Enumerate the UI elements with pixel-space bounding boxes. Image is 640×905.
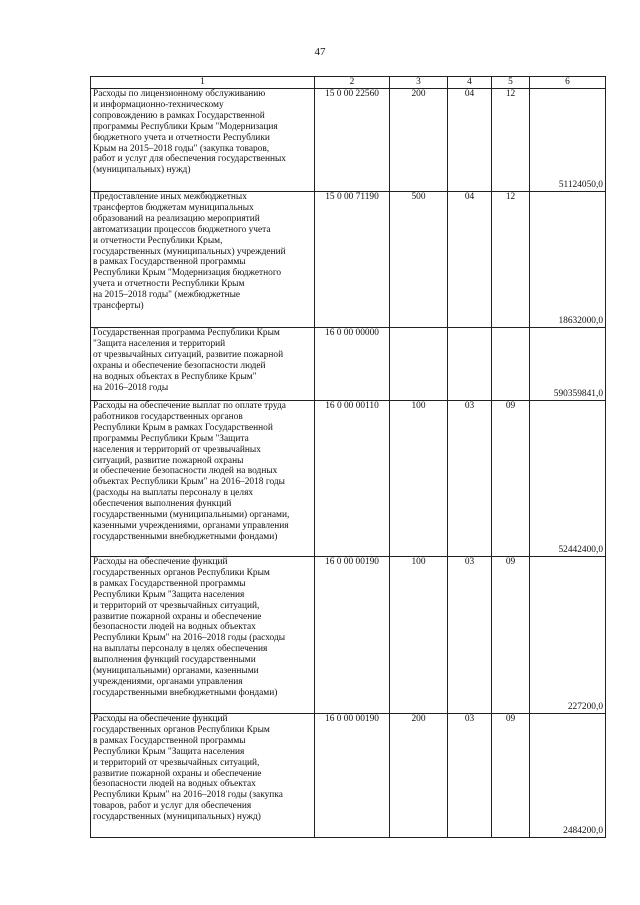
row-name-cell: Расходы по лицензионному обслуживанию и информационно-техническому сопровождению в рамках Государственной программы Республики Крым "Модернизация бюджетного учета и отчетности Республики Крым на 2015–2018 годы" (закупка товаров, работ и услуг для обеспечения государственных (муниципальных) нужд) xyxy=(91,89,315,192)
row-subsection-cell: 12 xyxy=(492,89,530,192)
row-subsection-cell xyxy=(492,328,530,401)
row-subsection-cell: 09 xyxy=(492,401,530,557)
budget-table xyxy=(90,76,606,838)
table-header-row xyxy=(91,77,606,89)
row-amount-cell xyxy=(530,401,606,557)
row-code-cell: 16 0 00 00190 xyxy=(315,714,390,838)
table-row xyxy=(91,328,606,401)
table-row xyxy=(91,714,606,838)
column-header-name: 1 xyxy=(91,77,315,89)
table-row xyxy=(91,401,606,557)
row-expense-type-cell: 200 xyxy=(390,89,448,192)
column-header-amount: 6 xyxy=(530,77,606,89)
table-row xyxy=(91,192,606,328)
row-amount-cell xyxy=(530,557,606,714)
row-amount-cell xyxy=(530,192,606,328)
column-header-expense-type: 3 xyxy=(390,77,448,89)
row-section-cell xyxy=(448,328,492,401)
row-amount-cell xyxy=(530,328,606,401)
row-section-cell: 04 xyxy=(448,192,492,328)
row-amount-value: 2484200,0 xyxy=(563,826,603,836)
row-section-cell: 03 xyxy=(448,401,492,557)
row-code-cell: 16 0 00 00000 xyxy=(315,328,390,401)
row-subsection-cell: 12 xyxy=(492,192,530,328)
row-name-cell: Предоставление иных межбюджетных трансфертов бюджетам муниципальных образований на реализацию мероприятий автоматизации процессов бюджетного учета и отчетности Республики Крым, государственных (муниципальных) учреждений в рамках Государственной программы Республики Крым "Модернизация бюджетного учета и отчетности Республики Крым на 2015–2018 годы" (межбюджетные трансферты) xyxy=(91,192,315,328)
row-code-cell: 16 0 00 00190 xyxy=(315,557,390,714)
row-amount-value: 590359841,0 xyxy=(553,389,603,399)
table-row xyxy=(91,89,606,192)
row-code-cell: 16 0 00 00110 xyxy=(315,401,390,557)
row-amount-cell xyxy=(530,89,606,192)
row-expense-type-cell: 100 xyxy=(390,401,448,557)
row-amount-cell xyxy=(530,714,606,838)
row-subsection-cell: 09 xyxy=(492,714,530,838)
row-subsection-cell: 09 xyxy=(492,557,530,714)
row-name-cell: Расходы на обеспечение функций государственных органов Республики Крым в рамках Государственной программы Республики Крым "Защита населения и территорий от чрезвычайных ситуаций, развитие пожарной охраны и обеспечение безопасности людей на водных объектах Республики Крым" на 2016–2018 годы (расходы на выплаты персоналу в целях обеспечения выполнения функций государственными (муниципальными) органами, казенными учреждениями, органами управления государственными внебюджетными фондами) xyxy=(91,557,315,714)
table-row xyxy=(91,557,606,714)
row-code-cell: 15 0 00 22560 xyxy=(315,89,390,192)
row-name-cell: Расходы на обеспечение функций государственных органов Республики Крым в рамках Государственной программы Республики Крым "Защита населения и территорий от чрезвычайных ситуаций, развитие пожарной охраны и обеспечение безопасности людей на водных объектах Республики Крым" на 2016–2018 годы (закупка товаров, работ и услуг для обеспечения государственных (муниципальных) нужд) xyxy=(91,714,315,838)
page-number: 47 xyxy=(314,46,326,58)
row-amount-value: 227200,0 xyxy=(567,702,603,712)
row-expense-type-cell: 500 xyxy=(390,192,448,328)
column-header-code: 2 xyxy=(315,77,390,89)
column-header-subsection: 5 xyxy=(492,77,530,89)
row-section-cell: 03 xyxy=(448,714,492,838)
column-header-section: 4 xyxy=(448,77,492,89)
row-amount-value: 51124050,0 xyxy=(558,180,603,190)
row-name-cell: Расходы на обеспечение выплат по оплате труда работников государственных органов Республики Крым в рамках Государственной программы Республики Крым "Защита населения и территорий от чрезвычайных ситуаций, развитие пожарной охраны и обеспечение безопасности людей на водных объектах Республики Крым" на 2016–2018 годы (расходы на выплаты персоналу в целях обеспечения выполнения функций государственными (муниципальными) органами, казенными учреждениями, органами управления государственными внебюджетными фондами) xyxy=(91,401,315,557)
row-section-cell: 04 xyxy=(448,89,492,192)
row-amount-value: 52442400,0 xyxy=(558,545,603,555)
row-amount-value: 18632000,0 xyxy=(558,316,603,326)
row-section-cell: 03 xyxy=(448,557,492,714)
row-code-cell: 15 0 00 71190 xyxy=(315,192,390,328)
row-expense-type-cell: 200 xyxy=(390,714,448,838)
row-expense-type-cell: 100 xyxy=(390,557,448,714)
row-name-cell: Государственная программа Республики Крым "Защита населения и территорий от чрезвычайных ситуаций, развитие пожарной охраны и обеспечение безопасности людей на водных объектах в Республике Крым" на 2016–2018 годы xyxy=(91,328,315,401)
row-expense-type-cell xyxy=(390,328,448,401)
